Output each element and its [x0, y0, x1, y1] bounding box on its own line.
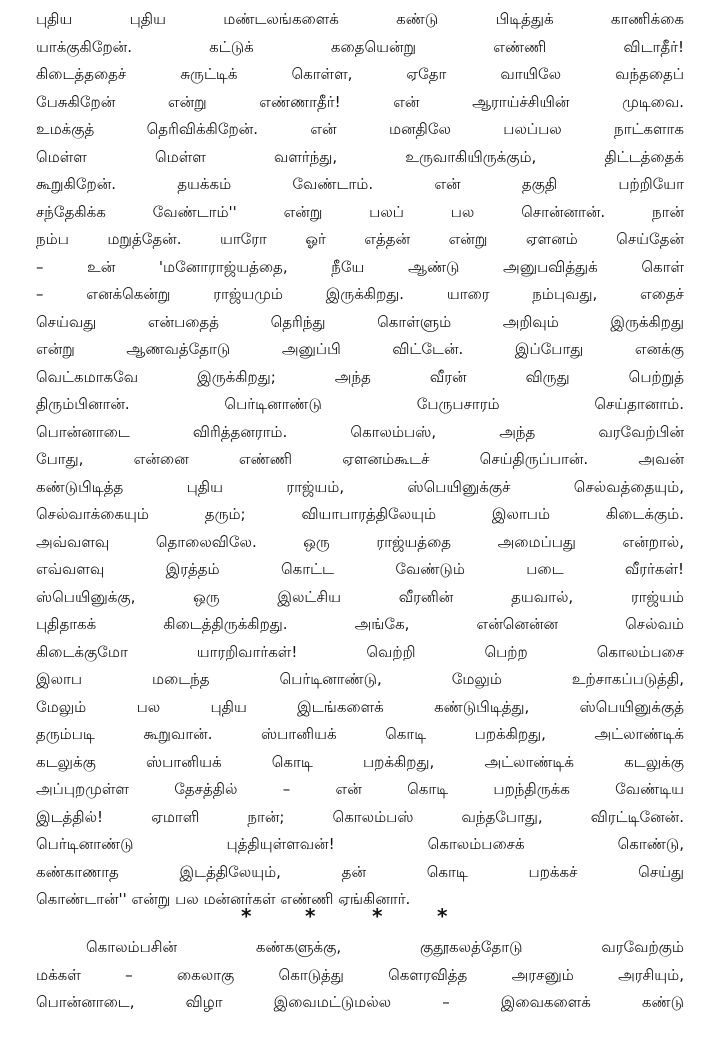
text-line: மெள்ள மெள்ள வளர்ந்து, உருவாகியிருக்கும், திட்டத்தைக்: [36, 147, 684, 166]
text-line: – உன் 'மனோராஜ்யத்தை, நீயே ஆண்டு அனுபவித்துக் கொள்: [36, 257, 684, 276]
text-line: – எனக்கென்று ராஜ்யமும் இருக்கிறது. யாரை நம்புவது, எதைச்: [36, 285, 684, 303]
text-line: பேசுகிறேன் என்று எண்ணாதீர்! என் ஆராய்ச்சியின் முடிவை.: [36, 92, 684, 111]
text-line: போது, என்னை எண்ணி ஏளனம்கூடச் செய்திருப்பான். அவன்: [36, 450, 684, 468]
separator-asterisk: *: [241, 904, 252, 928]
text-line: கிடைத்ததைச் சுருட்டிக் கொள்ள, ஏதோ வாயிலே வந்ததைப்: [36, 65, 684, 83]
text-line: சந்தேகிக்க வேண்டாம்'' என்று பலப் பல சொன்னான். நான்: [36, 202, 684, 221]
text-line: உமக்குத் தெரிவிக்கிறேன். என் மனதிலே பலப்பல நாட்களாக: [36, 120, 684, 138]
text-line: இலாப மடைந்த பெர்டினாண்டு, மேலும் உற்சாகப்படுத்தி,: [36, 670, 684, 688]
text-line: புதிதாகக் கிடைத்திருக்கிறது. அங்கே, என்னென்ன செல்வம்: [36, 615, 684, 633]
text-line: ஸ்பெயினுக்கு, ஒரு இலட்சிய வீரனின் தயவால், ராஜ்யம்: [36, 587, 684, 606]
text-line: நம்ப மறுத்தேன். யாரோ ஓர் எத்தன் என்று ஏளனம் செய்தேன்: [36, 230, 684, 248]
section-separator: [0, 900, 715, 930]
text-line: செய்வது என்பதைத் தெரிந்து கொள்ளும் அறிவும் இருக்கிறது: [36, 312, 684, 331]
text-line: தரும்படி கூறுவான். ஸ்பானியக் கொடி பறக்கிறது, அட்லாண்டிக்: [36, 725, 684, 743]
text-line: அவ்வளவு தொலைவிலே. ஒரு ராஜ்யத்தை அமைப்பது என்றால்,: [36, 532, 684, 551]
text-line: மேலும் பல புதிய இடங்களைக் கண்டுபிடித்து, ஸ்பெயினுக்குத்: [36, 697, 684, 716]
separator-asterisk: *: [305, 904, 316, 928]
paragraph-main: [36, 6, 684, 914]
text-line: கொண்டான்'' என்று பல மன்னர்கள் எண்ணி ஏங்கினார்.: [36, 890, 411, 908]
text-line: கண்டுபிடித்த புதிய ராஜ்யம், ஸ்பெயினுக்குச் செல்வத்தையும்,: [36, 477, 684, 496]
paragraph-continued: [36, 934, 684, 1017]
text-line: இடத்தில்! ஏமாளி நான்; கொலம்பஸ் வந்தபோது, விரட்டினேன்.: [36, 807, 684, 826]
text-line: திரும்பினான். பெர்டினாண்டு பேருபசாரம் செய்தானாம்.: [36, 395, 684, 413]
text-line: கூறுகிறேன். தயக்கம் வேண்டாம். என் தகுதி பற்றியோ: [36, 175, 684, 193]
text-line: பொன்னாடை விரித்தனராம். கொலம்பஸ், அந்த வரவேற்பின்: [36, 422, 684, 441]
text-line: கொலம்பசின் கண்களுக்கு, குதூகலத்தோடு வரவேற்கும்: [86, 938, 684, 956]
text-line: கிடைக்குமோ யாரறிவார்கள்! வெற்றி பெற்ற கொலம்பசை: [36, 642, 684, 661]
text-line: புதிய புதிய மண்டலங்களைக் கண்டு பிடித்துக் காணிக்கை: [36, 10, 684, 28]
text-line: செல்வாக்கையும் தரும்; வியாபாரத்திலேயும் இலாபம் கிடைக்கும்.: [36, 505, 684, 523]
text-line: கண்காணாத இடத்திலேயும், தன் கொடி பறக்கச் செய்து: [36, 862, 684, 881]
separator-asterisk: *: [437, 904, 448, 928]
separator-asterisk: *: [372, 904, 383, 928]
text-line: பொன்னாடை, விழா இவைமட்டுமல்ல – இவைகளைக் கண்டு: [36, 993, 684, 1011]
text-line: எவ்வளவு இரத்தம் கொட்ட வேண்டும் படை வீரர்கள்!: [36, 560, 684, 578]
text-line: கடலுக்கு ஸ்பானியக் கொடி பறக்கிறது, அட்லாண்டிக் கடலுக்கு: [36, 752, 684, 771]
text-line: என்று ஆணவத்தோடு அனுப்பி விட்டேன். இப்போது எனக்கு: [36, 340, 684, 358]
text-line: வெட்கமாகவே இருக்கிறது; அந்த வீரன் விருது பெற்றுத்: [36, 367, 684, 386]
text-line: அப்புறமுள்ள தேசத்தில் – என் கொடி பறந்திருக்க வேண்டிய: [36, 780, 684, 798]
text-line: யாக்குகிறேன். கட்டுக் கதையென்று எண்ணி விடாதீர்!: [36, 37, 684, 56]
text-line: மக்கள் – கைலாகு கொடுத்து கௌரவித்த அரசனும் அரசியும்,: [36, 965, 684, 984]
text-line: பெர்டினாண்டு புத்தியுள்ளவன்! கொலம்பசைக் கொண்டு,: [36, 835, 684, 853]
